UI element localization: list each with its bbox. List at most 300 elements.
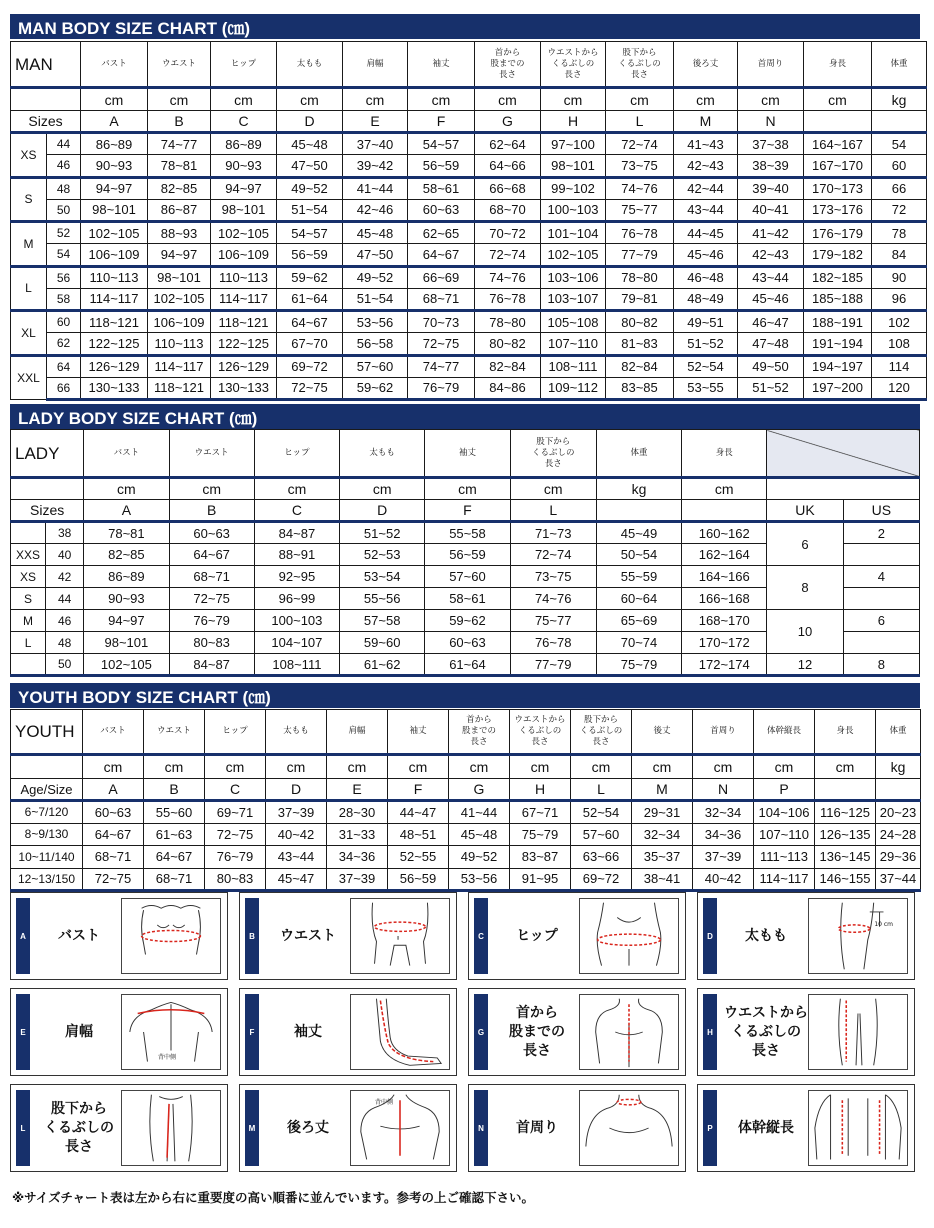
us-size: 8 — [843, 654, 919, 676]
size-value: 51~52 — [738, 377, 804, 400]
size-value: 78~81 — [148, 155, 211, 178]
unit-cell: cm — [738, 88, 804, 111]
size-value: 96~99 — [254, 588, 339, 610]
size-value: 90~93 — [84, 588, 169, 610]
size-value: 53~56 — [449, 868, 510, 891]
size-value: 76~78 — [510, 632, 596, 654]
age-size-label: 10~11/140 — [11, 846, 83, 869]
size-value: 37~39 — [693, 846, 754, 869]
size-value: 56~59 — [277, 244, 343, 267]
size-value: 60~63 — [83, 801, 144, 824]
size-value: 107~110 — [541, 333, 606, 356]
column-header: 体重 — [596, 430, 681, 478]
size-value: 160~162 — [682, 522, 767, 544]
size-value: 49~50 — [738, 355, 804, 377]
size-number: 50 — [46, 654, 84, 676]
guide-card — [10, 892, 228, 980]
size-value: 76~79 — [205, 846, 266, 869]
unit-cell: cm — [277, 88, 343, 111]
size-value: 35~37 — [632, 846, 693, 869]
size-value: 32~34 — [693, 801, 754, 824]
table-row — [11, 500, 920, 522]
size-value: 116~125 — [815, 801, 876, 824]
size-value: 94~97 — [81, 177, 148, 199]
size-value: 37~38 — [738, 133, 804, 155]
size-value: 197~200 — [804, 377, 872, 400]
measure-letter: G — [475, 111, 541, 133]
blank-cell — [843, 544, 919, 566]
size-value: 48~49 — [674, 288, 738, 311]
size-value: 72~74 — [510, 544, 596, 566]
unit-cell: cm — [343, 88, 408, 111]
guide-letter: D — [703, 898, 717, 974]
size-value: 45~47 — [266, 868, 327, 891]
table-row — [11, 111, 927, 133]
size-value: 38~41 — [632, 868, 693, 891]
guide-letter: E — [16, 994, 30, 1070]
size-value: 98~101 — [84, 632, 169, 654]
size-value: 64~67 — [83, 823, 144, 846]
size-value: 77~79 — [510, 654, 596, 676]
column-header: 太もも — [266, 710, 327, 755]
size-value: 45~46 — [738, 288, 804, 311]
measure-letter: L — [510, 500, 596, 522]
blank-cell — [11, 755, 83, 779]
uk-header: UK — [767, 500, 843, 522]
size-value: 170~173 — [804, 177, 872, 199]
category-label: YOUTH — [11, 710, 83, 755]
size-value: 49~51 — [674, 311, 738, 333]
size-value: 51~54 — [277, 199, 343, 222]
size-value: 84~86 — [475, 377, 541, 400]
size-value: 126~129 — [211, 355, 277, 377]
size-value: 86~89 — [81, 133, 148, 155]
unit-cell: kg — [876, 755, 921, 779]
table-row — [11, 654, 920, 676]
sizes-label: Sizes — [11, 111, 81, 133]
footnote: ※サイズチャート表は左から右に重要度の高い順番に並んでいます。参考の上ご確認下さい。 — [12, 1190, 535, 1205]
size-value: 58~61 — [425, 588, 510, 610]
size-value: 53~56 — [343, 311, 408, 333]
size-value: 66 — [872, 177, 927, 199]
size-value: 164~166 — [682, 566, 767, 588]
size-value: 78 — [872, 222, 927, 244]
size-value: 56~59 — [425, 544, 510, 566]
measure-letter: D — [277, 111, 343, 133]
size-value: 90 — [872, 266, 927, 288]
size-value: 176~179 — [804, 222, 872, 244]
guide-note: 背中側 — [157, 1054, 176, 1061]
measure-letter: F — [408, 111, 475, 133]
measure-letter: F — [425, 500, 510, 522]
size-value: 42~43 — [738, 244, 804, 267]
size-group-label: L — [11, 266, 47, 311]
size-value: 29~31 — [632, 801, 693, 824]
size-value: 72~75 — [408, 333, 475, 356]
size-value: 80~82 — [606, 311, 674, 333]
size-value: 76~79 — [169, 610, 254, 632]
size-value: 77~79 — [606, 244, 674, 267]
column-header: 股下から くるぶしの 長さ — [606, 42, 674, 88]
guide-letter: M — [245, 1090, 259, 1166]
size-number: 44 — [46, 588, 84, 610]
table-row — [11, 199, 927, 222]
size-value: 52~54 — [571, 801, 632, 824]
size-value: 73~75 — [606, 155, 674, 178]
column-header: ウエスト — [148, 42, 211, 88]
size-value: 49~52 — [449, 846, 510, 869]
size-value: 40~42 — [693, 868, 754, 891]
size-value: 20~23 — [876, 801, 921, 824]
size-value: 118~121 — [148, 377, 211, 400]
table-row — [11, 801, 921, 824]
size-number: 44 — [47, 133, 81, 155]
column-header: 身長 — [815, 710, 876, 755]
size-value: 126~135 — [815, 823, 876, 846]
guide-card — [697, 892, 915, 980]
size-value: 59~62 — [277, 266, 343, 288]
size-number: 42 — [46, 566, 84, 588]
us-size: 4 — [843, 566, 919, 588]
table-row — [11, 610, 920, 632]
size-value: 179~182 — [804, 244, 872, 267]
size-value: 98~101 — [541, 155, 606, 178]
size-value: 55~59 — [596, 566, 681, 588]
size-value: 71~73 — [510, 522, 596, 544]
age-size-label: 8~9/130 — [11, 823, 83, 846]
unit-cell: cm — [84, 478, 169, 500]
size-value: 103~107 — [541, 288, 606, 311]
size-value: 108~111 — [254, 654, 339, 676]
size-value: 64~67 — [277, 311, 343, 333]
back-length-icon — [350, 1090, 450, 1166]
guide-letter: L — [16, 1090, 30, 1166]
size-value: 102~105 — [148, 288, 211, 311]
us-header: US — [843, 500, 919, 522]
column-header: バスト — [83, 710, 144, 755]
size-value: 72~74 — [475, 244, 541, 267]
size-value: 94~97 — [148, 244, 211, 267]
size-value: 172~174 — [682, 654, 767, 676]
size-value: 75~77 — [606, 199, 674, 222]
size-value: 122~125 — [81, 333, 148, 356]
table-row — [11, 377, 927, 400]
size-value: 98~101 — [81, 199, 148, 222]
size-value: 51~52 — [340, 522, 425, 544]
size-value: 99~102 — [541, 177, 606, 199]
size-value: 45~48 — [449, 823, 510, 846]
size-value: 114~117 — [754, 868, 815, 891]
size-value: 70~72 — [475, 222, 541, 244]
size-value: 46~48 — [674, 266, 738, 288]
measure-letter: B — [169, 500, 254, 522]
unit-cell: cm — [674, 88, 738, 111]
size-number: 48 — [47, 177, 81, 199]
size-value: 54 — [872, 133, 927, 155]
size-value: 24~28 — [876, 823, 921, 846]
size-value: 39~40 — [738, 177, 804, 199]
uk-size: 12 — [767, 654, 843, 676]
unit-cell: cm — [510, 478, 596, 500]
size-value: 64~67 — [408, 244, 475, 267]
size-value: 45~46 — [674, 244, 738, 267]
inseam-icon — [121, 1090, 221, 1166]
size-value: 53~54 — [340, 566, 425, 588]
size-value: 108~111 — [541, 355, 606, 377]
guide-label: ヒップ — [516, 927, 558, 944]
guide-letter: P — [703, 1090, 717, 1166]
size-value: 70~73 — [408, 311, 475, 333]
size-value: 106~109 — [148, 311, 211, 333]
guide-letter: N — [474, 1090, 488, 1166]
neck-to-crotch-icon — [579, 994, 679, 1070]
measure-letter: N — [693, 779, 754, 801]
table-row — [11, 177, 927, 199]
table-row — [11, 266, 927, 288]
unit-cell: cm — [815, 755, 876, 779]
guide-letter: A — [16, 898, 30, 974]
size-value: 54~57 — [277, 222, 343, 244]
size-group-label: L — [11, 632, 46, 654]
column-header: 太もも — [277, 42, 343, 88]
size-value: 44~47 — [388, 801, 449, 824]
guide-note: 背中側 — [374, 1099, 393, 1106]
size-value: 59~60 — [340, 632, 425, 654]
size-value: 97~100 — [541, 133, 606, 155]
category-label: MAN — [11, 42, 81, 88]
guide-label: ウエスト — [280, 927, 336, 944]
column-header: 首周り — [738, 42, 804, 88]
size-value: 92~95 — [254, 566, 339, 588]
guide-label: 体幹縦長 — [738, 1119, 794, 1136]
table-row — [11, 155, 927, 178]
size-number: 60 — [47, 311, 81, 333]
size-value: 61~63 — [144, 823, 205, 846]
size-value: 67~70 — [277, 333, 343, 356]
size-value: 51~52 — [674, 333, 738, 356]
column-header: ウエスト — [144, 710, 205, 755]
size-number: 48 — [46, 632, 84, 654]
guide-note: 10 cm — [874, 921, 893, 928]
size-value: 84~87 — [169, 654, 254, 676]
measure-letter: H — [541, 111, 606, 133]
us-size: 2 — [843, 522, 919, 544]
size-value: 44~45 — [674, 222, 738, 244]
guide-letter: G — [474, 994, 488, 1070]
table-row — [11, 823, 921, 846]
unit-cell: cm — [510, 755, 571, 779]
size-value: 41~43 — [674, 133, 738, 155]
column-header: 袖丈 — [425, 430, 510, 478]
size-value: 68~71 — [408, 288, 475, 311]
measure-letter — [682, 500, 767, 522]
hip-measure-icon — [579, 898, 679, 974]
waist-measure-icon — [350, 898, 450, 974]
size-value: 118~121 — [211, 311, 277, 333]
size-value: 110~113 — [211, 266, 277, 288]
shoulder-measure-icon — [121, 994, 221, 1070]
size-value: 82~85 — [148, 177, 211, 199]
column-header: 首から 股までの 長さ — [449, 710, 510, 755]
size-value: 86~87 — [148, 199, 211, 222]
column-header: ヒップ — [205, 710, 266, 755]
size-value: 120 — [872, 377, 927, 400]
size-number: 38 — [46, 522, 84, 544]
size-value: 162~164 — [682, 544, 767, 566]
size-value: 56~59 — [408, 155, 475, 178]
column-header: バスト — [81, 42, 148, 88]
unit-cell: cm — [541, 88, 606, 111]
table-row — [11, 755, 921, 779]
guide-label: ウエストから くるぶしの 長さ — [724, 1004, 808, 1059]
size-value: 191~194 — [804, 333, 872, 356]
size-value: 41~42 — [738, 222, 804, 244]
size-value: 167~170 — [804, 155, 872, 178]
size-value: 31~33 — [327, 823, 388, 846]
size-value: 64~67 — [169, 544, 254, 566]
size-value: 38~39 — [738, 155, 804, 178]
size-group-label — [11, 654, 46, 676]
unit-cell: cm — [408, 88, 475, 111]
youth-size-table — [10, 709, 921, 892]
size-value: 59~62 — [425, 610, 510, 632]
size-value: 37~39 — [266, 801, 327, 824]
size-value: 82~85 — [84, 544, 169, 566]
table-row — [11, 478, 920, 500]
uk-size: 8 — [767, 566, 843, 610]
size-value: 73~75 — [510, 566, 596, 588]
size-value: 122~125 — [211, 333, 277, 356]
measure-letter: C — [205, 779, 266, 801]
unit-cell: cm — [754, 755, 815, 779]
size-value: 136~145 — [815, 846, 876, 869]
column-header: 体幹縦長 — [754, 710, 815, 755]
size-value: 103~106 — [541, 266, 606, 288]
column-header: 後丈 — [632, 710, 693, 755]
measure-letter: M — [674, 111, 738, 133]
column-header: バスト — [84, 430, 169, 478]
size-value: 49~52 — [277, 177, 343, 199]
size-value: 66~69 — [408, 266, 475, 288]
size-value: 70~74 — [596, 632, 681, 654]
unit-cell: cm — [254, 478, 339, 500]
column-header: ウエストから くるぶしの 長さ — [541, 42, 606, 88]
size-value: 84~87 — [254, 522, 339, 544]
size-value: 72~75 — [277, 377, 343, 400]
guide-label: 後ろ丈 — [287, 1119, 329, 1136]
size-value: 107~110 — [754, 823, 815, 846]
size-value: 29~36 — [876, 846, 921, 869]
size-value: 114~117 — [211, 288, 277, 311]
unit-cell: cm — [449, 755, 510, 779]
size-value: 106~109 — [81, 244, 148, 267]
size-value: 90~93 — [81, 155, 148, 178]
size-value: 84 — [872, 244, 927, 267]
size-value: 170~172 — [682, 632, 767, 654]
column-header: ヒップ — [211, 42, 277, 88]
guide-label: 太もも — [745, 927, 787, 944]
unit-cell: cm — [266, 755, 327, 779]
size-value: 76~79 — [408, 377, 475, 400]
sizes-label: Age/Size — [11, 779, 83, 801]
size-group-label: XS — [11, 133, 47, 178]
size-value: 102~105 — [211, 222, 277, 244]
sleeve-measure-icon — [350, 994, 450, 1070]
size-value: 57~60 — [425, 566, 510, 588]
size-value: 34~36 — [693, 823, 754, 846]
column-header: ウエスト — [169, 430, 254, 478]
size-group-label: XS — [11, 566, 46, 588]
size-value: 64~67 — [144, 846, 205, 869]
waist-to-ankle-icon — [808, 994, 908, 1070]
size-value: 55~58 — [425, 522, 510, 544]
size-value: 76~78 — [475, 288, 541, 311]
size-value: 72~75 — [169, 588, 254, 610]
size-value: 114~117 — [81, 288, 148, 311]
size-value: 130~133 — [81, 377, 148, 400]
size-value: 102~105 — [84, 654, 169, 676]
size-value: 102~105 — [541, 244, 606, 267]
blank-cell — [11, 478, 84, 500]
guide-label: バスト — [58, 927, 100, 944]
measure-letter: D — [266, 779, 327, 801]
size-value: 40~42 — [266, 823, 327, 846]
column-header: 体重 — [872, 42, 927, 88]
table-row — [11, 868, 921, 891]
us-size: 6 — [843, 610, 919, 632]
guide-letter: H — [703, 994, 717, 1070]
lady-chart-title: LADY BODY SIZE CHART (㎝) — [10, 404, 920, 429]
guide-letter: B — [245, 898, 259, 974]
size-value: 62~64 — [475, 133, 541, 155]
size-value: 88~91 — [254, 544, 339, 566]
size-value: 68~71 — [83, 846, 144, 869]
size-value: 126~129 — [81, 355, 148, 377]
measure-letter — [815, 779, 876, 801]
unit-cell: cm — [81, 88, 148, 111]
column-header: 太もも — [340, 430, 425, 478]
measure-letter: A — [84, 500, 169, 522]
size-value: 63~66 — [571, 846, 632, 869]
size-value: 168~170 — [682, 610, 767, 632]
column-header: 身長 — [682, 430, 767, 478]
size-value: 61~62 — [340, 654, 425, 676]
size-value: 72~75 — [83, 868, 144, 891]
measure-letter: A — [81, 111, 148, 133]
size-value: 49~52 — [343, 266, 408, 288]
size-value: 72 — [872, 199, 927, 222]
measurement-guide — [10, 892, 920, 1180]
blank-cell — [843, 632, 919, 654]
size-number: 52 — [47, 222, 81, 244]
size-value: 78~81 — [84, 522, 169, 544]
table-row — [11, 288, 927, 311]
table-row — [11, 88, 927, 111]
size-number: 56 — [47, 266, 81, 288]
size-value: 61~64 — [425, 654, 510, 676]
guide-label: 首周り — [516, 1119, 558, 1136]
guide-card — [239, 1084, 457, 1172]
measure-letter: B — [144, 779, 205, 801]
measure-letter: A — [83, 779, 144, 801]
column-header: 袖丈 — [388, 710, 449, 755]
column-header: ウエストから くるぶしの 長さ — [510, 710, 571, 755]
guide-label: 肩幅 — [65, 1023, 93, 1040]
unit-cell: cm — [804, 88, 872, 111]
size-value: 86~89 — [211, 133, 277, 155]
size-value: 96 — [872, 288, 927, 311]
size-value: 69~72 — [277, 355, 343, 377]
